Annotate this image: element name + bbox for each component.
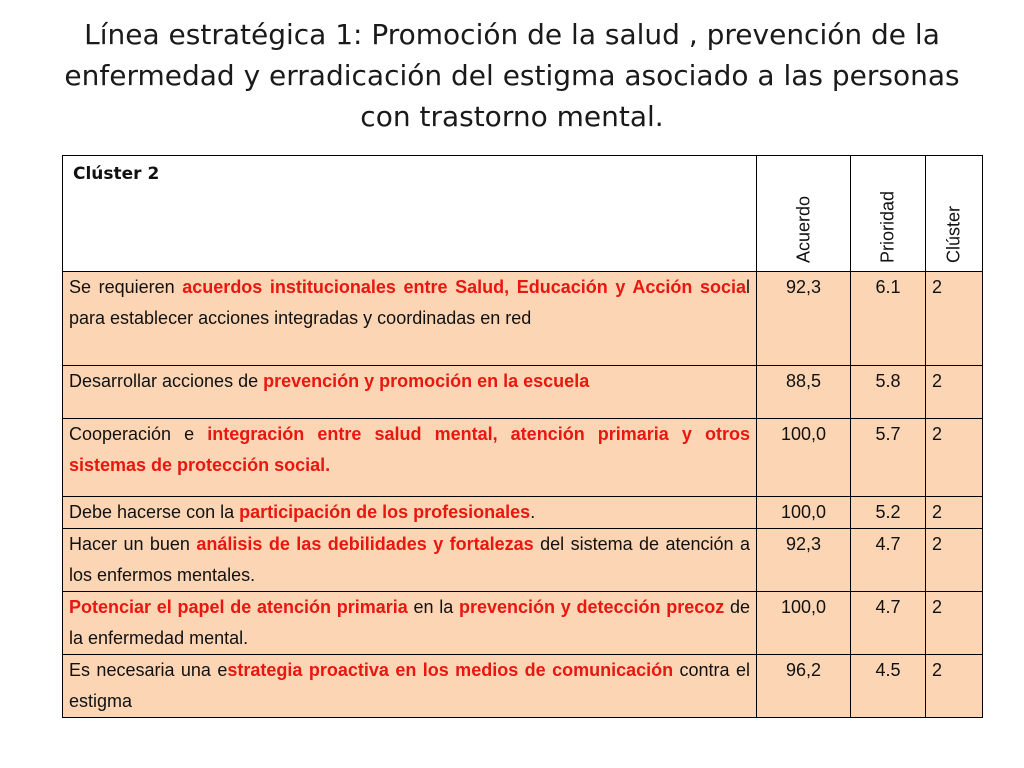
row-description <box>63 529 757 592</box>
prioridad-value: 5.2 <box>851 497 926 529</box>
acuerdo-value: 100,0 <box>757 497 851 529</box>
prioridad-header-cell <box>851 156 926 272</box>
prioridad-value: 5.8 <box>851 366 926 419</box>
prioridad-value: 5.7 <box>851 419 926 497</box>
row-description <box>63 592 757 655</box>
plain-text: Hacer un buen <box>69 534 197 554</box>
highlighted-text: análisis de las debilidades y fortalezas <box>196 534 534 554</box>
prioridad-value: 4.7 <box>851 529 926 592</box>
acuerdo-value: 92,3 <box>757 272 851 366</box>
plain-text: del sistema de atención a los enfermos mentales. <box>69 534 750 585</box>
highlighted-text: acuerdos institucionales entre Salud, Educación y Acción socia <box>182 277 746 297</box>
slide-title <box>40 14 984 137</box>
table-row <box>63 366 983 419</box>
plain-text: Es necesaria una e <box>69 660 228 680</box>
table-row <box>63 529 983 592</box>
cluster-value: 2 <box>926 655 983 718</box>
highlighted-text: Potenciar el papel de atención primaria <box>69 597 408 617</box>
plain-text: de la enfermedad mental. <box>69 597 750 648</box>
acuerdo-value: 100,0 <box>757 592 851 655</box>
acuerdo-value: 100,0 <box>757 419 851 497</box>
cluster-value: 2 <box>926 272 983 366</box>
plain-text: Desarrollar acciones de <box>69 371 264 391</box>
plain-text: Se requieren <box>69 277 183 297</box>
row-description <box>63 655 757 718</box>
row-description <box>63 366 757 419</box>
cluster-value: 2 <box>926 529 983 592</box>
prioridad-value: 4.7 <box>851 592 926 655</box>
acuerdo-header-cell <box>757 156 851 272</box>
cluster-header: Clúster 2 <box>63 156 757 272</box>
table-row <box>63 497 983 529</box>
table-row <box>63 272 983 366</box>
highlighted-text: prevención y promoción en la escuela <box>263 371 590 391</box>
acuerdo-value: 92,3 <box>757 529 851 592</box>
plain-text: l para establecer acciones integradas y coordinadas en red <box>69 277 750 328</box>
cluster-table <box>62 155 983 718</box>
cluster-col-header: Clúster <box>943 205 964 263</box>
acuerdo-header: Acuerdo <box>793 195 813 263</box>
plain-text: contra el estigma <box>69 660 750 711</box>
highlighted-text: strategia proactiva en los medios de comunicación <box>227 660 674 680</box>
highlighted-text: prevención y detección precoz <box>458 597 725 617</box>
row-description <box>63 419 757 497</box>
table-row <box>63 419 983 497</box>
cluster-value: 2 <box>926 497 983 529</box>
table-header-row <box>63 156 983 272</box>
title-line-2: enfermedad y erradicación del estigma asociado a las personas <box>64 59 960 92</box>
title-line-3: con trastorno mental. <box>360 100 664 133</box>
prioridad-value: 4.5 <box>851 655 926 718</box>
plain-text: en la <box>407 597 459 617</box>
cluster-col-header-cell <box>926 156 983 272</box>
acuerdo-value: 96,2 <box>757 655 851 718</box>
table-row <box>63 655 983 718</box>
plain-text: Debe hacerse con la <box>69 502 240 522</box>
cluster-value: 2 <box>926 366 983 419</box>
plain-text: . <box>530 502 536 522</box>
prioridad-header: Prioridad <box>877 190 898 263</box>
prioridad-value: 6.1 <box>851 272 926 366</box>
title-line-1: Línea estratégica 1: Promoción de la salud , prevención de la <box>84 18 940 51</box>
cluster-value: 2 <box>926 592 983 655</box>
acuerdo-value: 88,5 <box>757 366 851 419</box>
row-description <box>63 272 757 366</box>
highlighted-text: participación de los profesionales <box>239 502 531 522</box>
row-description <box>63 497 757 529</box>
plain-text: Cooperación e <box>69 424 208 444</box>
cluster-value: 2 <box>926 419 983 497</box>
highlighted-text: integración entre salud mental, atención primaria y otros sistemas de protección social. <box>69 424 750 475</box>
table-row <box>63 592 983 655</box>
